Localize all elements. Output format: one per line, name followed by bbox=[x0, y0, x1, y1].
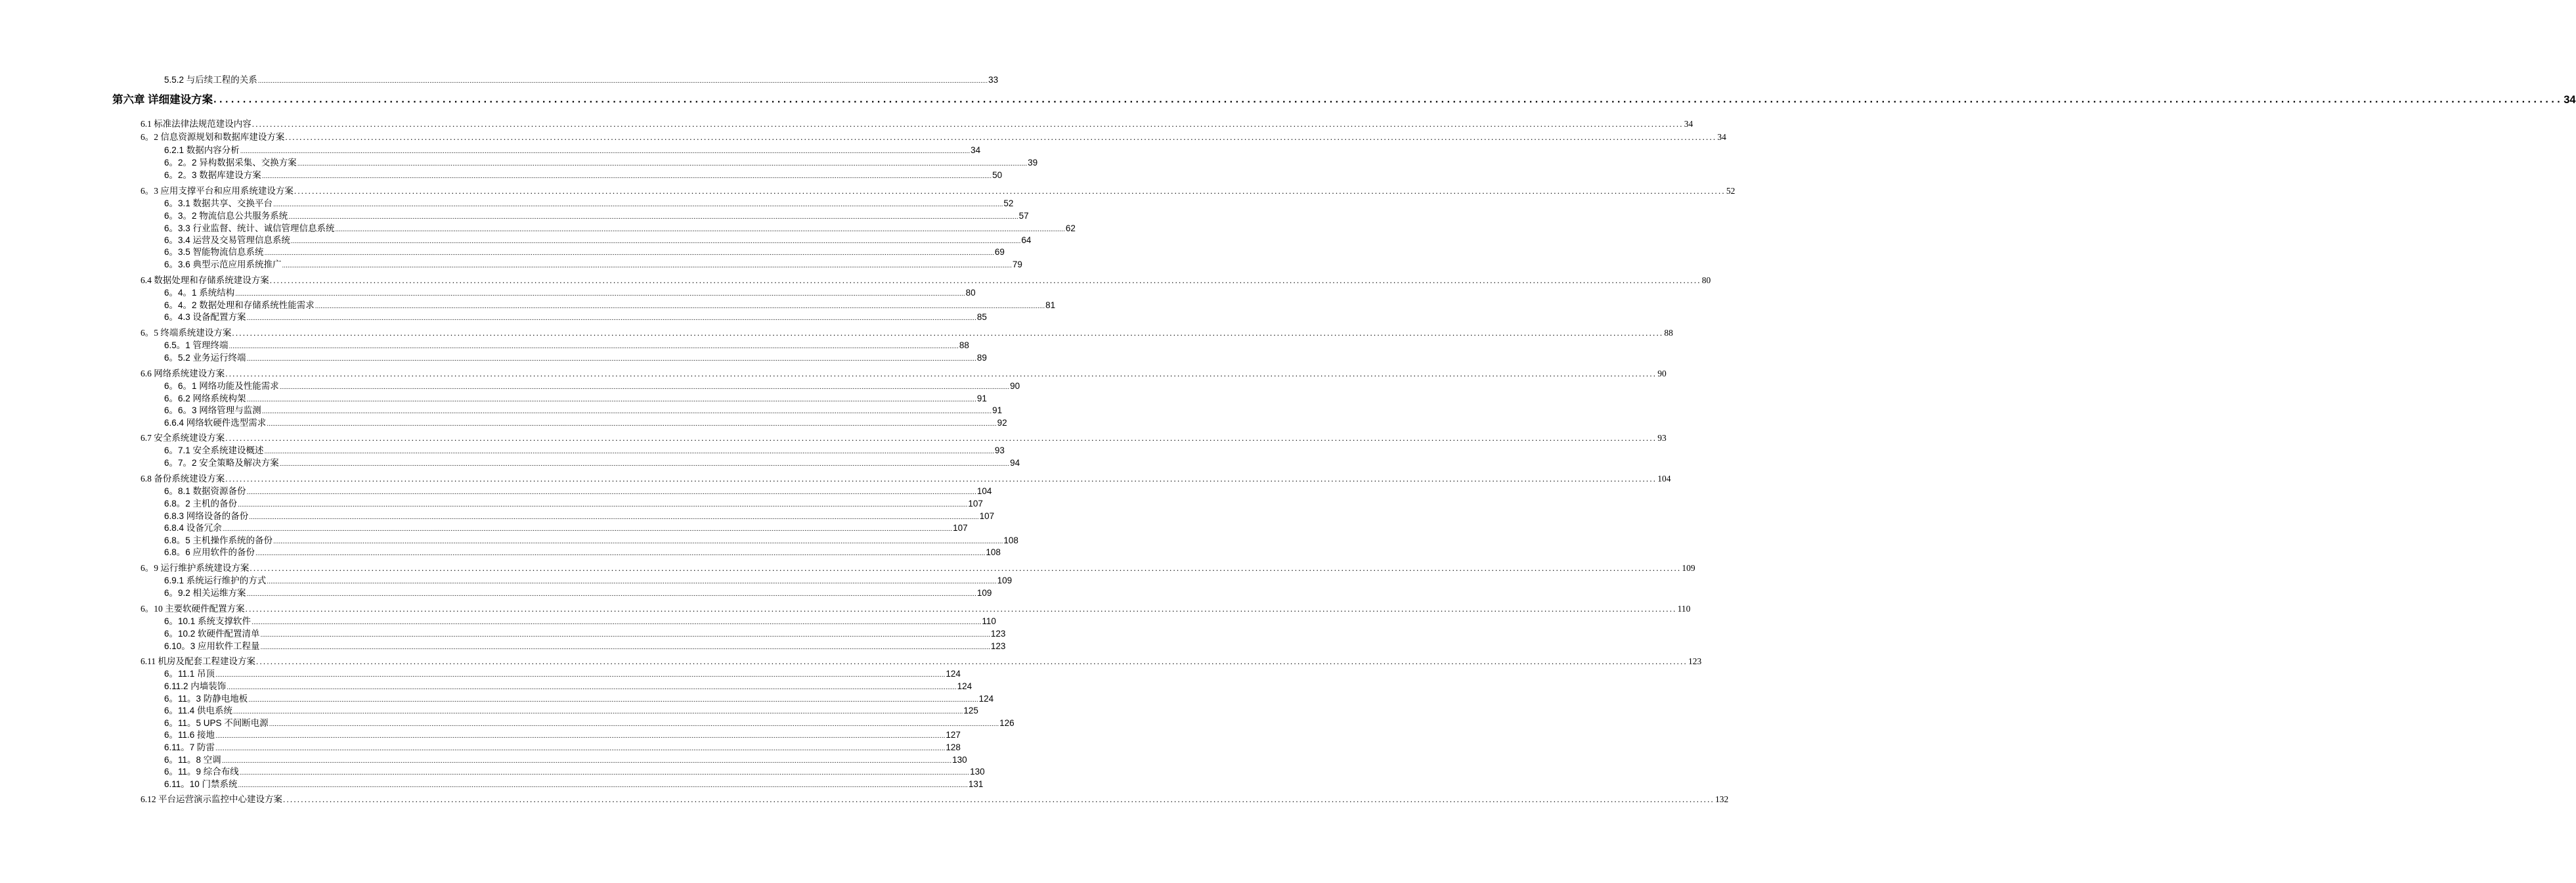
dot-leader: ................................................................................................................................................................................................................................................................................................................................................................................................................ bbox=[294, 186, 1726, 196]
toc-entry[interactable] bbox=[164, 340, 969, 351]
toc-entry[interactable] bbox=[164, 74, 999, 86]
toc-entry[interactable] bbox=[164, 352, 987, 364]
toc-entry[interactable] bbox=[112, 93, 2576, 107]
toc-entry-title: 第六章 详细建设方案 bbox=[112, 94, 213, 106]
toc-entry-title: 6。5.2 业务运行终端 bbox=[164, 353, 246, 363]
toc-entry-title: 6。3.4 运营及交易管理信息系统 bbox=[164, 235, 291, 245]
toc-entry-page-number: 90 bbox=[1010, 381, 1020, 391]
toc-entry-page-number: 132 bbox=[1715, 794, 1729, 804]
dot-leader: ................................................................................................................................................................................................................................................................................................................................................................................................................ bbox=[273, 538, 1003, 545]
toc-entry[interactable] bbox=[141, 131, 1726, 143]
toc-entry-page-number: 34 bbox=[971, 145, 981, 155]
toc-entry-page-number: 34 bbox=[1684, 119, 1693, 129]
toc-entry-page-number: 109 bbox=[1682, 563, 1695, 573]
toc-entry-page-number: 34 bbox=[1717, 132, 1726, 142]
dot-leader: ................................................................................................................................................................................................................................................................................................................................................................................................................ bbox=[225, 433, 1657, 443]
toc-entry-title: 6。4。1 系统结构 bbox=[164, 288, 235, 298]
toc-entry[interactable] bbox=[164, 393, 987, 405]
dot-leader: ................................................................................................................................................................................................................................................................................................................................................................................................................ bbox=[297, 160, 1028, 168]
toc-entry[interactable] bbox=[141, 655, 1702, 668]
toc-entry-page-number: 130 bbox=[952, 755, 967, 765]
dot-leader: ................................................................................................................................................................................................................................................................................................................................................................................................................ bbox=[250, 563, 1682, 573]
toc-entry-title: 6。5 终端系统建设方案 bbox=[141, 328, 232, 338]
toc-entry[interactable] bbox=[164, 535, 1018, 547]
toc-entry[interactable] bbox=[164, 498, 983, 510]
toc-entry-page-number: 92 bbox=[997, 418, 1007, 428]
toc-entry[interactable] bbox=[164, 705, 978, 717]
toc-entry[interactable] bbox=[164, 681, 972, 692]
toc-entry-title: 6。10 主要软硬件配置方案 bbox=[141, 604, 245, 614]
toc-entry-title: 6。3.3 行业监督、统计、诚信管理信息系统 bbox=[164, 223, 335, 233]
dot-leader: ................................................................................................................................................................................................................................................................................................................................................................................................................ bbox=[215, 671, 946, 679]
toc-entry[interactable] bbox=[164, 766, 985, 778]
toc-entry[interactable] bbox=[164, 717, 1015, 729]
dot-leader: ................................................................................................................................................................................................................................................................................................................................................................................................................ bbox=[213, 94, 2564, 105]
toc-entry-title: 6。4.3 设备配置方案 bbox=[164, 312, 246, 322]
toc-entry-page-number: 108 bbox=[986, 547, 1001, 557]
toc-entry[interactable] bbox=[164, 628, 1006, 640]
dot-leader: ................................................................................................................................................................................................................................................................................................................................................................................................................ bbox=[246, 315, 976, 322]
toc-entry-page-number: 85 bbox=[976, 312, 987, 322]
toc-entry-title: 6。2。3 数据库建设方案 bbox=[164, 170, 261, 180]
toc-entry-title: 6.11 机房及配套工程建设方案 bbox=[141, 656, 255, 666]
toc-entry[interactable] bbox=[141, 432, 1667, 444]
toc-entry-page-number: 52 bbox=[1726, 186, 1736, 196]
toc-entry-title: 6。3。2 物流信息公共服务系统 bbox=[164, 211, 288, 221]
toc-entry-title: 6。11.1 吊顶 bbox=[164, 669, 215, 679]
toc-entry[interactable] bbox=[164, 405, 1003, 417]
toc-entry[interactable] bbox=[141, 562, 1695, 574]
toc-entry[interactable] bbox=[141, 185, 1736, 197]
toc-entry-title: 6。3 应用支撑平台和应用系统建设方案 bbox=[141, 186, 294, 196]
dot-leader: ................................................................................................................................................................................................................................................................................................................................................................................................................ bbox=[246, 396, 976, 403]
toc-entry-page-number: 130 bbox=[970, 767, 985, 777]
toc-entry[interactable] bbox=[164, 641, 1006, 652]
dot-leader: ................................................................................................................................................................................................................................................................................................................................................................................................................ bbox=[267, 578, 997, 585]
dot-leader: ................................................................................................................................................................................................................................................................................................................................................................................................................ bbox=[285, 132, 1717, 142]
dot-leader: ................................................................................................................................................................................................................................................................................................................................................................................................................ bbox=[227, 684, 957, 691]
toc-entry-title: 6。4。2 数据处理和存储系统性能需求 bbox=[164, 300, 315, 310]
toc-entry[interactable] bbox=[164, 417, 1007, 429]
toc-entry-page-number: 127 bbox=[946, 730, 961, 740]
dot-leader: ................................................................................................................................................................................................................................................................................................................................................................................................................ bbox=[246, 489, 976, 496]
toc-entry[interactable] bbox=[141, 367, 1667, 380]
toc-entry[interactable] bbox=[164, 300, 1056, 311]
toc-entry-page-number: 90 bbox=[1657, 369, 1667, 378]
toc-entry[interactable] bbox=[164, 522, 968, 534]
toc-entry[interactable] bbox=[164, 693, 994, 705]
toc-entry-page-number: 123 bbox=[1688, 656, 1702, 666]
toc-entry-page-number: 94 bbox=[1010, 458, 1020, 468]
toc-entry-page-number: 125 bbox=[963, 706, 978, 715]
toc-entry-page-number: 109 bbox=[976, 588, 992, 598]
toc-entry-title: 6。11。8 空调 bbox=[164, 755, 221, 765]
dot-leader: ................................................................................................................................................................................................................................................................................................................................................................................................................ bbox=[279, 461, 1010, 468]
toc-entry-title: 6.12 平台运营演示监控中心建设方案 bbox=[141, 794, 282, 804]
dot-leader: ................................................................................................................................................................................................................................................................................................................................................................................................................ bbox=[264, 250, 994, 257]
toc-entry-page-number: 81 bbox=[1045, 300, 1056, 310]
dot-leader: ................................................................................................................................................................................................................................................................................................................................................................................................................ bbox=[225, 369, 1657, 378]
toc-entry[interactable] bbox=[141, 327, 1673, 339]
dot-leader: ................................................................................................................................................................................................................................................................................................................................................................................................................ bbox=[257, 78, 988, 85]
toc-entry[interactable] bbox=[141, 602, 1691, 615]
toc-entry[interactable] bbox=[164, 157, 1038, 169]
toc-entry-title: 6。11。3 防静电地板 bbox=[164, 694, 248, 704]
toc-entry[interactable] bbox=[164, 246, 1005, 258]
toc-entry-page-number: 104 bbox=[1657, 474, 1671, 484]
toc-entry-page-number: 107 bbox=[979, 511, 995, 521]
toc-entry[interactable] bbox=[164, 445, 1005, 457]
toc-entry[interactable] bbox=[164, 729, 961, 741]
toc-entry-page-number: 88 bbox=[1664, 328, 1673, 338]
toc-entry-title: 6.8。6 应用软件的备份 bbox=[164, 547, 255, 557]
dot-leader: ................................................................................................................................................................................................................................................................................................................................................................................................................ bbox=[315, 303, 1045, 310]
toc-entry-page-number: 107 bbox=[953, 523, 968, 533]
toc-entry-page-number: 104 bbox=[976, 486, 992, 496]
toc-entry[interactable] bbox=[164, 547, 1001, 558]
dot-leader: ................................................................................................................................................................................................................................................................................................................................................................................................................ bbox=[251, 619, 982, 626]
dot-leader: ................................................................................................................................................................................................................................................................................................................................................................................................................ bbox=[261, 173, 992, 180]
toc-entry[interactable] bbox=[164, 616, 996, 627]
toc-entry-page-number: 80 bbox=[965, 288, 976, 298]
toc-entry[interactable] bbox=[141, 274, 1711, 286]
toc-entry-title: 6.8。2 主机的备份 bbox=[164, 499, 238, 509]
toc-entry-title: 6。7。2 安全策略及解决方案 bbox=[164, 458, 279, 468]
toc-entry-title: 6。9 运行维护系统建设方案 bbox=[141, 563, 250, 573]
toc-entry-page-number: 93 bbox=[1657, 433, 1667, 443]
dot-leader: ................................................................................................................................................................................................................................................................................................................................................................................................................ bbox=[240, 148, 971, 155]
dot-leader: ................................................................................................................................................................................................................................................................................................................................................................................................................ bbox=[282, 262, 1012, 269]
toc-entry-page-number: 50 bbox=[992, 170, 1003, 180]
toc-entry[interactable] bbox=[164, 575, 1013, 587]
toc-entry-title: 6。3.5 智能物流信息系统 bbox=[164, 247, 264, 257]
dot-leader: ................................................................................................................................................................................................................................................................................................................................................................................................................ bbox=[235, 290, 965, 298]
dot-leader: ................................................................................................................................................................................................................................................................................................................................................................................................................ bbox=[246, 355, 976, 363]
toc-entry[interactable] bbox=[164, 742, 961, 754]
toc-entry-page-number: 124 bbox=[978, 694, 994, 704]
toc-entry-page-number: 39 bbox=[1028, 158, 1038, 168]
toc-entry-page-number: 79 bbox=[1012, 260, 1022, 269]
toc-entry-page-number: 123 bbox=[990, 629, 1006, 639]
toc-entry[interactable] bbox=[164, 170, 1003, 181]
toc-entry-title: 6。11。5 UPS 不间断电源 bbox=[164, 718, 269, 728]
toc-entry-page-number: 34 bbox=[2564, 94, 2576, 106]
toc-entry-page-number: 57 bbox=[1018, 211, 1029, 221]
toc-entry-page-number: 124 bbox=[946, 669, 961, 679]
toc-entry[interactable] bbox=[141, 472, 1671, 485]
toc-entry[interactable] bbox=[164, 510, 995, 522]
toc-entry-page-number: 93 bbox=[994, 445, 1005, 455]
toc-entry-title: 6。3.6 典型示范应用系统推广 bbox=[164, 260, 282, 269]
toc-entry-title: 6.8.4 设备冗余 bbox=[164, 523, 222, 533]
toc-entry-page-number: 126 bbox=[999, 718, 1015, 728]
toc-entry-title: 6。3.1 数据共享、交换平台 bbox=[164, 198, 273, 208]
dot-leader: ................................................................................................................................................................................................................................................................................................................................................................................................................ bbox=[267, 420, 997, 428]
dot-leader: ................................................................................................................................................................................................................................................................................................................................................................................................................ bbox=[215, 733, 946, 740]
toc-entry-title: 6。8.1 数据资源备份 bbox=[164, 486, 246, 496]
toc-entry-page-number: 124 bbox=[957, 681, 972, 691]
dot-leader: ................................................................................................................................................................................................................................................................................................................................................................................................................ bbox=[269, 275, 1701, 285]
dot-leader: ................................................................................................................................................................................................................................................................................................................................................................................................................ bbox=[221, 758, 952, 765]
dot-leader: ................................................................................................................................................................................................................................................................................................................................................................................................................ bbox=[238, 782, 968, 789]
toc-entry[interactable] bbox=[164, 380, 1020, 392]
toc-entry[interactable] bbox=[164, 779, 984, 790]
toc-entry[interactable] bbox=[164, 311, 987, 323]
toc-entry[interactable] bbox=[164, 754, 967, 766]
dot-leader: ................................................................................................................................................................................................................................................................................................................................................................................................................ bbox=[255, 550, 986, 557]
toc-entry[interactable] bbox=[164, 223, 1076, 235]
toc-entry[interactable] bbox=[164, 235, 1032, 246]
dot-leader: ................................................................................................................................................................................................................................................................................................................................................................................................................ bbox=[248, 696, 978, 704]
toc-entry-title: 6.5。1 管理终端 bbox=[164, 340, 229, 350]
toc-entry-title: 6。10.2 软硬件配置清单 bbox=[164, 629, 260, 639]
dot-leader: ................................................................................................................................................................................................................................................................................................................................................................................................................ bbox=[279, 384, 1010, 391]
toc-entry-page-number: 88 bbox=[959, 340, 969, 350]
toc-entry-title: 6。9.2 相关运维方案 bbox=[164, 588, 246, 598]
toc-entry-title: 6.11.2 内墙装饰 bbox=[164, 681, 227, 691]
toc-entry-title: 6。11.6 接地 bbox=[164, 730, 215, 740]
dot-leader: ................................................................................................................................................................................................................................................................................................................................................................................................................ bbox=[239, 769, 970, 777]
toc-entry[interactable] bbox=[164, 457, 1020, 469]
dot-leader: ................................................................................................................................................................................................................................................................................................................................................................................................................ bbox=[260, 644, 990, 651]
dot-leader: ................................................................................................................................................................................................................................................................................................................................................................................................................ bbox=[251, 119, 1684, 129]
toc-entry[interactable] bbox=[164, 259, 1022, 271]
dot-leader: ................................................................................................................................................................................................................................................................................................................................................................................................................ bbox=[222, 526, 953, 533]
toc-entry-page-number: 80 bbox=[1701, 275, 1711, 285]
dot-leader: ................................................................................................................................................................................................................................................................................................................................................................................................................ bbox=[264, 448, 994, 455]
dot-leader: ................................................................................................................................................................................................................................................................................................................................................................................................................ bbox=[288, 214, 1018, 221]
toc-entry-title: 6.2.1 数据内容分析 bbox=[164, 145, 240, 155]
dot-leader: ................................................................................................................................................................................................................................................................................................................................................................................................................ bbox=[215, 745, 946, 752]
dot-leader: ................................................................................................................................................................................................................................................................................................................................................................................................................ bbox=[225, 474, 1657, 484]
toc-entry[interactable] bbox=[164, 587, 992, 599]
toc-entry-title: 6。11.4 供电系统 bbox=[164, 706, 233, 715]
toc-entry-title: 6。2。2 异构数据采集、交换方案 bbox=[164, 158, 297, 168]
toc-entry-title: 6。6。1 网络功能及性能需求 bbox=[164, 381, 279, 391]
toc-entry-title: 6.4 数据处理和存储系统建设方案 bbox=[141, 275, 269, 285]
toc-entry-page-number: 107 bbox=[968, 499, 983, 509]
toc-entry-title: 6.9.1 系统运行维护的方式 bbox=[164, 576, 267, 585]
dot-leader: ................................................................................................................................................................................................................................................................................................................................................................................................................ bbox=[238, 501, 968, 509]
toc-entry-page-number: 131 bbox=[968, 779, 984, 789]
toc-entry-page-number: 110 bbox=[982, 616, 996, 626]
toc-entry-title: 6.8.3 网络设备的备份 bbox=[164, 511, 249, 521]
toc-entry-title: 6.7 安全系统建设方案 bbox=[141, 433, 225, 443]
toc-entry-title: 6。10.1 系统支撑软件 bbox=[164, 616, 251, 626]
dot-leader: ................................................................................................................................................................................................................................................................................................................................................................................................................ bbox=[232, 328, 1664, 338]
toc-entry-page-number: 108 bbox=[1003, 535, 1018, 545]
dot-leader: ................................................................................................................................................................................................................................................................................................................................................................................................................ bbox=[291, 238, 1021, 245]
toc-entry-title: 6.11。7 防雷 bbox=[164, 742, 215, 752]
dot-leader: ................................................................................................................................................................................................................................................................................................................................................................................................................ bbox=[256, 656, 1688, 666]
toc-entry-page-number: 52 bbox=[1003, 198, 1014, 208]
toc-entry[interactable] bbox=[164, 198, 1014, 210]
toc-entry-page-number: 91 bbox=[976, 394, 987, 403]
dot-leader: ................................................................................................................................................................................................................................................................................................................................................................................................................ bbox=[233, 708, 963, 715]
dot-leader: ................................................................................................................................................................................................................................................................................................................................................................................................................ bbox=[273, 201, 1003, 208]
toc-entry-title: 6.1 标准法律法规范建设内容 bbox=[141, 119, 251, 129]
toc-entry-title: 6。2 信息资源规划和数据库建设方案 bbox=[141, 132, 285, 142]
toc-entry-page-number: 123 bbox=[990, 641, 1006, 651]
toc-entry-title: 6。11。9 综合布线 bbox=[164, 767, 239, 777]
toc-entry[interactable] bbox=[164, 210, 1029, 222]
toc-entry-page-number: 89 bbox=[976, 353, 987, 363]
toc-entry-title: 6。6.2 网络系统构架 bbox=[164, 394, 246, 403]
toc-entry[interactable] bbox=[164, 145, 981, 156]
toc-entry-page-number: 64 bbox=[1021, 235, 1032, 245]
dot-leader: ................................................................................................................................................................................................................................................................................................................................................................................................................ bbox=[229, 343, 959, 350]
toc-entry[interactable] bbox=[164, 668, 961, 680]
dot-leader: ................................................................................................................................................................................................................................................................................................................................................................................................................ bbox=[249, 514, 979, 521]
toc-entry-page-number: 128 bbox=[946, 742, 961, 752]
toc-entry[interactable] bbox=[164, 287, 976, 299]
toc-entry-page-number: 33 bbox=[988, 75, 999, 85]
toc-entry-title: 6。6。3 网络管理与监测 bbox=[164, 405, 261, 415]
toc-entry-title: 6.6.4 网络软硬件选型需求 bbox=[164, 418, 267, 428]
toc-entry-title: 6.6 网络系统建设方案 bbox=[141, 369, 225, 378]
toc-entry-page-number: 109 bbox=[997, 576, 1013, 585]
toc-entry-title: 6.10。3 应用软件工程量 bbox=[164, 641, 260, 651]
dot-leader: ................................................................................................................................................................................................................................................................................................................................................................................................................ bbox=[261, 408, 992, 415]
toc-entry-page-number: 91 bbox=[992, 405, 1003, 415]
dot-leader: ................................................................................................................................................................................................................................................................................................................................................................................................................ bbox=[283, 794, 1714, 804]
toc-entry-title: 5.5.2 与后续工程的关系 bbox=[164, 75, 257, 85]
dot-leader: ................................................................................................................................................................................................................................................................................................................................................................................................................ bbox=[269, 721, 999, 728]
toc-entry[interactable] bbox=[164, 486, 992, 497]
toc-entry[interactable] bbox=[141, 118, 1693, 130]
toc-entry-title: 6.11。10 门禁系统 bbox=[164, 779, 238, 789]
toc-entry-page-number: 62 bbox=[1065, 223, 1076, 233]
toc-entry[interactable] bbox=[141, 793, 1729, 805]
dot-leader: ................................................................................................................................................................................................................................................................................................................................................................................................................ bbox=[245, 604, 1677, 614]
dot-leader: ................................................................................................................................................................................................................................................................................................................................................................................................................ bbox=[335, 226, 1065, 233]
toc-entry-title: 6.8 备份系统建设方案 bbox=[141, 474, 225, 484]
dot-leader: ................................................................................................................................................................................................................................................................................................................................................................................................................ bbox=[246, 591, 976, 598]
toc-entry-page-number: 69 bbox=[994, 247, 1005, 257]
toc-entry-title: 6。7.1 安全系统建设概述 bbox=[164, 445, 264, 455]
dot-leader: ................................................................................................................................................................................................................................................................................................................................................................................................................ bbox=[260, 631, 990, 639]
toc-entry-title: 6.8。5 主机操作系统的备份 bbox=[164, 535, 273, 545]
toc-entry-page-number: 110 bbox=[1677, 604, 1691, 614]
